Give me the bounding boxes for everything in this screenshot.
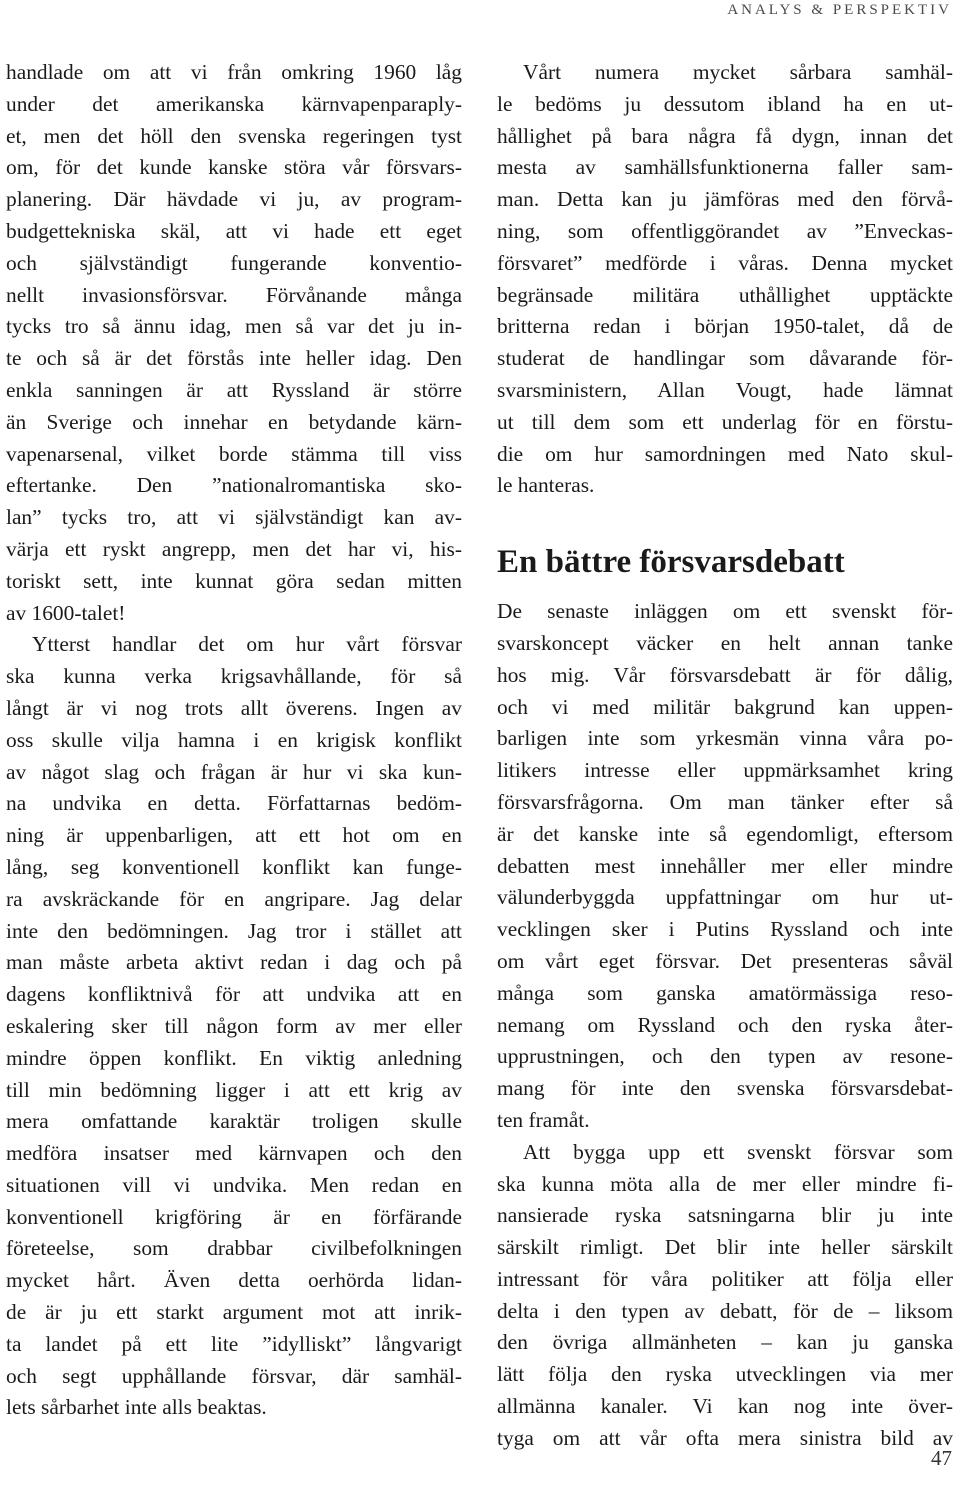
text-line: budgettekniska skäl, att vi hade ett eget <box>6 218 462 243</box>
text-line: dagens konfliktnivå för att undvika att en <box>6 982 462 1007</box>
text-line: långt är vi nog trots allt överens. Ingen av <box>6 695 462 720</box>
text-line: man måste arbeta aktivt redan i dag och på <box>6 950 462 975</box>
text-line: försvaret” medförde i våras. Denna mycket <box>497 250 953 275</box>
text-line: handlade om att vi från omkring 1960 låg <box>6 60 462 84</box>
text-line: inte den bedömningen. Jag tror i stället att <box>6 918 462 943</box>
text-line: barligen inte som yrkesmän vinna våra po- <box>497 726 953 751</box>
page-number: 47 <box>931 1446 952 1470</box>
text-line: intressant för våra politiker att följa eller <box>497 1266 953 1291</box>
text-line: nemang om Ryssland och den ryska åter- <box>497 1012 953 1037</box>
text-line: medföra insatser med kärnvapen och den <box>6 1141 462 1166</box>
text-line: ta landet på ett lite ”idylliskt” långvarigt <box>6 1331 462 1356</box>
text-line: mang för inte den svenska försvarsdebat- <box>497 1076 953 1101</box>
text-line: mindre öppen konflikt. En viktig anledning <box>6 1045 462 1070</box>
right-column-bottom <box>497 596 953 1455</box>
text-line: et, men det höll den svenska regeringen tyst <box>6 123 462 148</box>
text-line: na undvika en detta. Författarnas bedöm- <box>6 791 462 816</box>
text-line: under det amerikanska kärnvapenparaply- <box>6 91 462 116</box>
text-line: företeelse, som drabbar civilbefolkningen <box>6 1236 462 1261</box>
text-line: tycks tro så ännu idag, men så var det ju in- <box>6 314 462 339</box>
text-line: vecklingen sker i Putins Ryssland och inte <box>497 917 953 942</box>
text-line: mera omfattande karaktär troligen skulle <box>6 1109 462 1134</box>
left-column <box>6 57 462 1424</box>
text-line: upprustningen, och den typen av resone- <box>497 1044 953 1069</box>
text-line: nansierade ryska satsningarna blir ju inte <box>497 1203 953 1228</box>
right-column-top <box>497 57 953 502</box>
text-line: eftertanke. Den ”nationalromantiska sko- <box>6 473 462 498</box>
text-line: tyga om att vår ofta mera sinistra bild av <box>497 1425 953 1450</box>
text-line: konventionell krigföring är en förfärande <box>6 1204 462 1229</box>
text-line: av 1600-talet! <box>6 600 126 625</box>
text-line: hos mig. Vår försvarsdebatt är för dålig, <box>497 662 953 687</box>
text-line: lång, seg konventionell konflikt kan funge- <box>6 854 462 879</box>
text-line: Vårt numera mycket sårbara samhäl- <box>523 60 953 84</box>
text-line: och vi med militär bakgrund kan uppen- <box>497 694 953 719</box>
text-line: eskalering sker till någon form av mer eller <box>6 1013 462 1038</box>
text-line: särskilt rimligt. Det blir inte heller särskilt <box>497 1235 953 1260</box>
text-line: lätt följa den ryska utvecklingen via mer <box>497 1362 953 1387</box>
text-line: enkla sanningen är att Ryssland är större <box>6 377 462 402</box>
text-line: man. Detta kan ju jämföras med den förvå- <box>497 187 953 212</box>
text-line: begränsade militära uthållighet upptäckte <box>497 282 953 307</box>
text-line: situationen vill vi undvika. Men redan en <box>6 1172 462 1197</box>
text-line: svarsministern, Allan Vougt, hade lämnat <box>497 377 953 402</box>
text-line: är det kanske inte så egendomligt, eftersom <box>497 821 953 846</box>
text-line: de är ju ett starkt argument mot att inrik- <box>6 1300 462 1325</box>
text-line: die om hur samordningen med Nato skul- <box>497 441 953 466</box>
text-line: försvarsfrågorna. Om man tänker efter så <box>497 789 953 814</box>
text-line: värja ett ryskt angrepp, men det har vi, his- <box>6 536 462 561</box>
text-line: Ytterst handlar det om hur vårt försvar <box>32 632 462 657</box>
text-line: många som ganska amatörmässiga reso- <box>497 980 953 1005</box>
text-line: oss skulle vilja hamna i en krigisk konflikt <box>6 727 462 752</box>
text-line: ska kunna möta alla de mer eller mindre fi- <box>497 1171 953 1196</box>
text-line: litikers intresse eller uppmärksamhet kring <box>497 758 953 783</box>
text-line: nellt invasionsförsvar. Förvånande många <box>6 282 462 307</box>
text-line: om, för det kunde kanske störa vår försvars- <box>6 155 462 180</box>
text-line: ning, som offentliggörandet av ”Enveckas- <box>497 218 953 243</box>
text-line: planering. Där hävdade vi ju, av program- <box>6 187 462 212</box>
text-line: le bedöms ju dessutom ibland ha en ut- <box>497 91 953 116</box>
text-line: studerat de handlingar som dåvarande för- <box>497 346 953 371</box>
text-line: lan” tycks tro, att vi självständigt kan av- <box>6 505 462 530</box>
text-line: le hanteras. <box>497 473 595 498</box>
text-line: ra avskräckande för en angripare. Jag delar <box>6 886 462 911</box>
text-line: allmänna kanaler. Vi kan nog inte över- <box>497 1394 953 1419</box>
text-line: britterna redan i början 1950-talet, då de <box>497 314 953 339</box>
text-line: mesta av samhällsfunktionerna faller sam- <box>497 155 953 180</box>
text-line: svarskoncept väcker en helt annan tanke <box>497 630 953 655</box>
text-line: ning är uppenbarligen, att ett hot om en <box>6 823 462 848</box>
text-line: mycket hårt. Även detta oerhörda lidan- <box>6 1268 462 1293</box>
text-line: ska kunna verka krigsavhållande, för så <box>6 664 462 689</box>
section-heading: En bättre försvarsdebatt <box>497 544 845 581</box>
text-line: välunderbyggda uppfattningar om hur ut- <box>497 885 953 910</box>
text-line: De senaste inläggen om ett svenskt för- <box>497 599 953 624</box>
text-line: än Sverige och innehar en betydande kärn- <box>6 409 462 434</box>
text-line: av något slag och frågan är hur vi ska kun- <box>6 759 462 784</box>
text-line: och självständigt fungerande konventio- <box>6 250 462 275</box>
running-head: ANALYS & PERSPEKTIV <box>727 2 952 18</box>
text-line: vapenarsenal, vilket borde stämma till viss <box>6 441 462 466</box>
right-column <box>497 57 953 1455</box>
text-line: te och så är det förstås inte heller idag. Den <box>6 346 462 371</box>
text-line: och segt upphållande försvar, där samhäl- <box>6 1363 462 1388</box>
text-line: den övriga allmänheten – kan ju ganska <box>497 1330 953 1355</box>
text-line: till min bedömning ligger i att ett krig av <box>6 1077 462 1102</box>
text-line: Att bygga upp ett svenskt försvar som <box>523 1139 953 1164</box>
text-line: ten framåt. <box>497 1107 590 1132</box>
text-line: delta i den typen av debatt, för de – liksom <box>497 1298 953 1323</box>
text-line: om vårt eget försvar. Det presenteras såväl <box>497 948 953 973</box>
text-line: hållighet på bara några få dygn, innan det <box>497 123 953 148</box>
text-line: ut till dem som ett underlag för en förstu- <box>497 409 953 434</box>
text-line: toriskt sett, inte kunnat göra sedan mitten <box>6 568 462 593</box>
text-line: debatten mest innehåller mer eller mindre <box>497 853 953 878</box>
text-line: lets sårbarhet inte alls beaktas. <box>6 1395 267 1420</box>
